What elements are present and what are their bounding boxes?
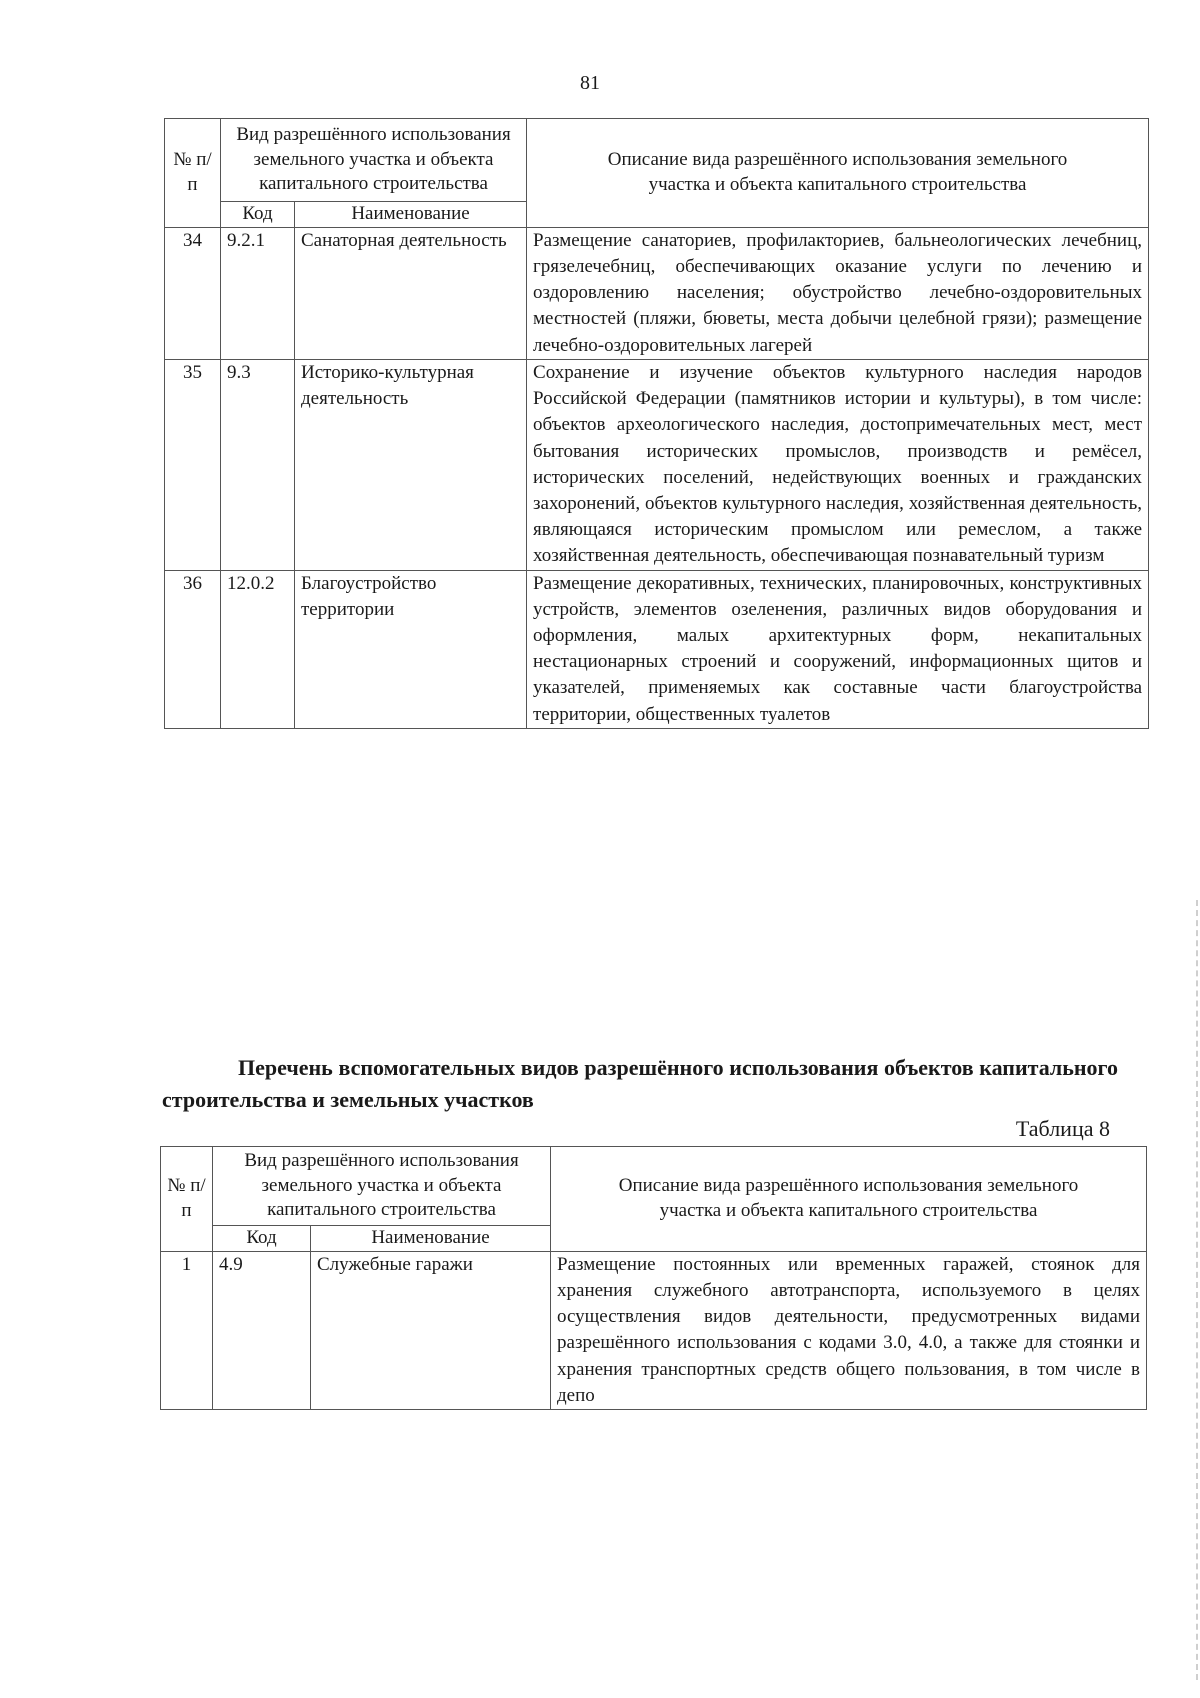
description-header: Описание вида разрешённого использования земельного участка и объекта капитального строительства xyxy=(527,119,1149,228)
num-header: № п/п xyxy=(161,1147,213,1252)
row-number: 35 xyxy=(165,359,221,570)
table-row xyxy=(165,570,1149,728)
code-header: Код xyxy=(221,202,295,228)
name-header: Наименование xyxy=(295,202,527,228)
row-description: Размещение санаториев, профилакториев, бальнеологических лечебниц, грязелечебниц, обеспечивающих оказание услуги по лечению и оздоровлению населения; обустройство лечебно-оздоровительных местностей (пляжи, бюветы, места добычи целебной грязи); размещение лечебно-оздоровительных лагерей xyxy=(527,227,1149,359)
table-caption: Таблица 8 xyxy=(1015,1116,1110,1141)
row-code: 9.2.1 xyxy=(221,227,295,359)
code-header: Код xyxy=(213,1226,311,1252)
row-description: Размещение декоративных, технических, планировочных, конструктивных устройств, элементов озеленения, различных видов оборудования и оформления, малых архитектурных форм, некапитальных нестационарных строений и сооружений, информационных щитов и указателей, применяемых как составные части благоустройства территории, общественных туалетов xyxy=(527,570,1149,728)
row-code: 9.3 xyxy=(221,359,295,570)
row-code: 12.0.2 xyxy=(221,570,295,728)
table-header-row xyxy=(165,119,1149,202)
table-row xyxy=(165,227,1149,359)
description-header: Описание вида разрешённого использования земельного участка и объекта капитального строительства xyxy=(551,1147,1147,1252)
row-name: Благоустройство территории xyxy=(295,570,527,728)
table-row xyxy=(165,359,1149,570)
row-name: Санаторная деятельность xyxy=(295,227,527,359)
table-row xyxy=(161,1251,1147,1409)
name-header: Наименование xyxy=(311,1226,551,1252)
num-header: № п/п xyxy=(165,119,221,228)
scan-margin-marks xyxy=(1194,900,1198,1680)
section-heading xyxy=(162,1052,1118,1116)
land-use-table-main xyxy=(164,118,1149,729)
row-number: 1 xyxy=(161,1251,213,1409)
land-use-table-auxiliary xyxy=(160,1146,1147,1410)
use-type-group-header: Вид разрешённого использования земельного участка и объекта капитального строительства xyxy=(221,119,527,202)
page-number: 81 xyxy=(580,72,600,94)
row-number: 36 xyxy=(165,570,221,728)
table-header-row xyxy=(161,1147,1147,1226)
row-name: Историко-культурная деятельность xyxy=(295,359,527,570)
row-description: Сохранение и изучение объектов культурного наследия народов Российской Федерации (памятников истории и культуры), в том числе: объектов археологического наследия, достопримечательных мест, мест бытования исторических промыслов, производств и ремёсел, исторических поселений, недействующих военных и гражданских захоронений, объектов культурного наследия, хозяйственная деятельность, являющаяся историческим промыслом или ремеслом, а также хозяйственная деятельность, обеспечивающая познавательный туризм xyxy=(527,359,1149,570)
row-code: 4.9 xyxy=(213,1251,311,1409)
row-description: Размещение постоянных или временных гаражей, стоянок для хранения служебного автотранспорта, используемого в целях осуществления видов деятельности, предусмотренных видами разрешённого использования с кодами 3.0, 4.0, а также для стоянки и хранения транспортных средств общего пользования, в том числе в депо xyxy=(551,1251,1147,1409)
section-heading-text: Перечень вспомогательных видов разрешённого использования объектов капитального строительства и земельных участков xyxy=(162,1055,1118,1112)
use-type-group-header: Вид разрешённого использования земельного участка и объекта капитального строительства xyxy=(213,1147,551,1226)
row-name: Служебные гаражи xyxy=(311,1251,551,1409)
row-number: 34 xyxy=(165,227,221,359)
